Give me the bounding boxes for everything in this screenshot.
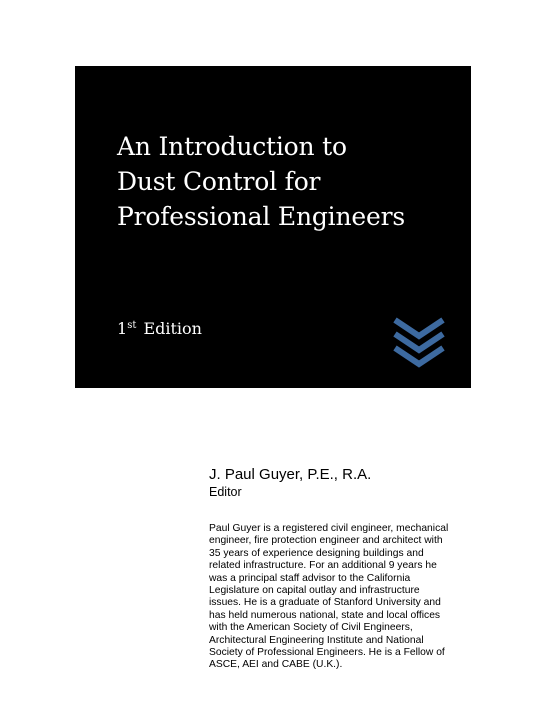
- book-title-line-1: An Introduction to: [117, 132, 347, 161]
- author-bio: Paul Guyer is a registered civil engineer, mechanical engineer, fire protection engineer and architect with 35 years of experience designing buildings and related infrastructure. For an additional 9 years he was a principal staff advisor to the California Legislature on capital outlay and infrastructure issues. He is a graduate of Stanford University and has held numerous national, state and local offices with the American Society of Civil Engineers, Architectural Engineering Institute and National Society of Professional Engineers. He is a Fellow of ASCE, AEI and CABE (U.K.).: [209, 523, 449, 671]
- triple-chevron-down-icon: [391, 316, 447, 368]
- author-block: [209, 466, 469, 672]
- book-title-line-2: Dust Control for: [117, 167, 321, 196]
- cover-panel: [75, 66, 471, 388]
- author-role: Editor: [209, 485, 242, 499]
- edition-number: 1: [117, 319, 128, 338]
- chevron-top: [395, 320, 443, 336]
- edition-suffix: st: [127, 320, 137, 331]
- edition-word: Edition: [143, 319, 202, 338]
- author-name: J. Paul Guyer, P.E., R.A.: [209, 466, 372, 483]
- edition-label: [117, 316, 202, 339]
- book-title: [117, 129, 405, 234]
- book-title-line-3: Professional Engineers: [117, 202, 405, 231]
